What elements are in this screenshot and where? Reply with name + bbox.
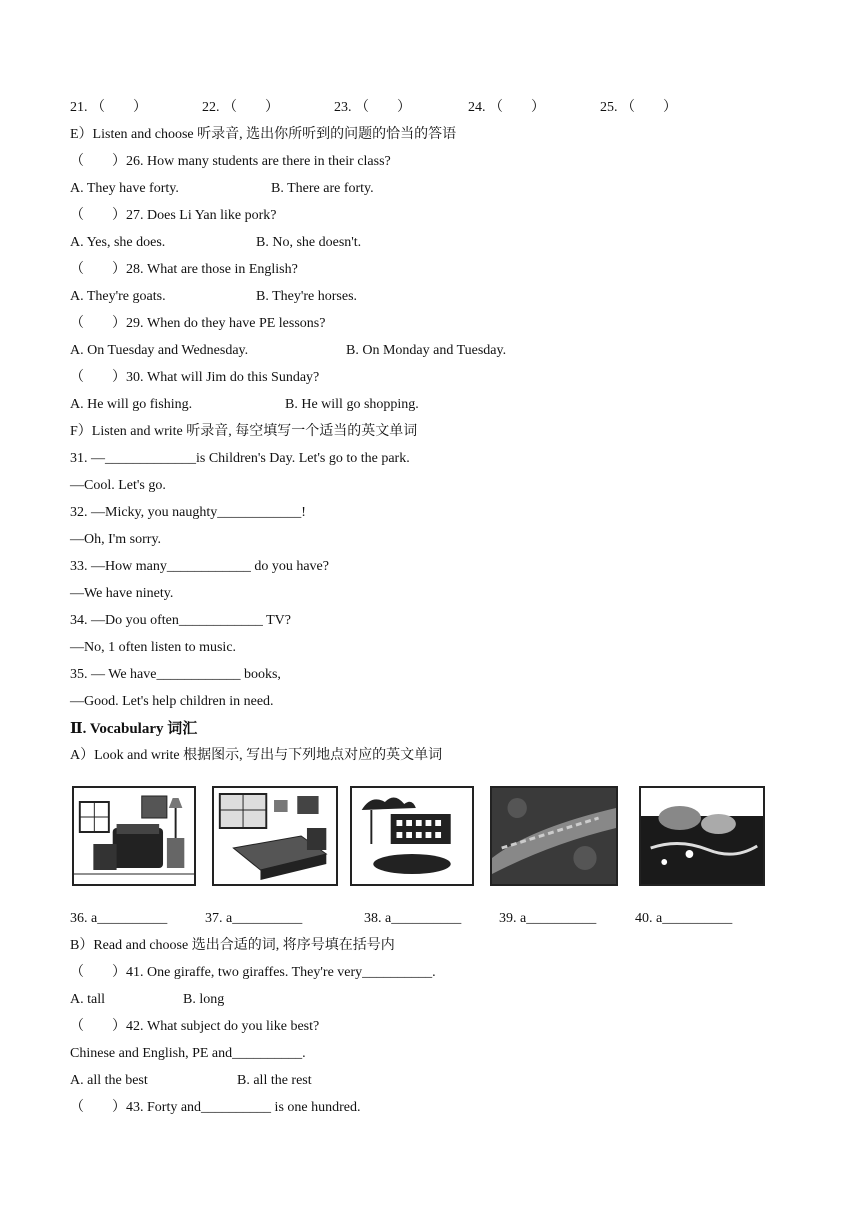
bedroom-picture: [212, 786, 338, 886]
school-picture: [350, 786, 474, 886]
park-picture: [639, 786, 765, 886]
answer-slot-25[interactable]: 25. （ ）: [600, 100, 677, 115]
item-32[interactable]: 32. —Micky, you naughty____________!: [70, 505, 306, 520]
option-29-a: A. On Tuesday and Wednesday.: [70, 343, 249, 358]
option-28-b: B. They're horses.: [256, 289, 358, 304]
blank-36[interactable]: 36. a__________: [70, 911, 168, 926]
option-26-a: A. They have forty.: [70, 181, 179, 196]
blank-40[interactable]: 40. a__________: [635, 911, 733, 926]
question-27[interactable]: （ ）27. Does Li Yan like pork?: [70, 208, 277, 223]
answer-slot-24[interactable]: 24. （ ）: [468, 100, 545, 115]
option-41-b: B. long: [183, 992, 225, 1007]
question-42[interactable]: （ ）42. What subject do you like best?: [70, 1019, 320, 1034]
option-41-a: A. tall: [70, 992, 105, 1007]
section-e-title: E）Listen and choose 听录音, 选出你所听到的问题的恰当的答语: [70, 127, 457, 142]
part-2-title: Ⅱ. Vocabulary 词汇: [70, 721, 198, 737]
item-33-reply: —We have ninety.: [70, 586, 174, 601]
option-30-a: A. He will go fishing.: [70, 397, 193, 412]
question-30[interactable]: （ ）30. What will Jim do this Sunday?: [70, 370, 320, 385]
answer-slot-22[interactable]: 22. （ ）: [202, 100, 279, 115]
answer-slot-21[interactable]: 21. （ ）: [70, 100, 147, 115]
option-27-a: A. Yes, she does.: [70, 235, 166, 250]
option-27-b: B. No, she doesn't.: [256, 235, 362, 250]
river-picture: [490, 786, 618, 886]
item-34-reply: —No, 1 often listen to music.: [70, 640, 237, 655]
item-31-reply: —Cool. Let's go.: [70, 478, 166, 493]
option-26-b: B. There are forty.: [271, 181, 374, 196]
question-28[interactable]: （ ）28. What are those in English?: [70, 262, 298, 277]
question-29[interactable]: （ ）29. When do they have PE lessons?: [70, 316, 326, 331]
section-2b-title: B）Read and choose 选出合适的词, 将序号填在括号内: [70, 938, 395, 953]
blank-37[interactable]: 37. a__________: [205, 911, 303, 926]
living-room-picture: [72, 786, 196, 886]
option-28-a: A. They're goats.: [70, 289, 166, 304]
item-33[interactable]: 33. —How many____________ do you have?: [70, 559, 329, 574]
item-35[interactable]: 35. — We have____________ books,: [70, 667, 281, 682]
question-26[interactable]: （ ）26. How many students are there in their class?: [70, 154, 391, 169]
question-42-stem: Chinese and English, PE and__________.: [70, 1046, 306, 1061]
option-30-b: B. He will go shopping.: [285, 397, 419, 412]
option-42-a: A. all the best: [70, 1073, 148, 1088]
item-35-reply: —Good. Let's help children in need.: [70, 694, 274, 709]
option-29-b: B. On Monday and Tuesday.: [346, 343, 507, 358]
item-34[interactable]: 34. —Do you often____________ TV?: [70, 613, 291, 628]
item-32-reply: —Oh, I'm sorry.: [70, 532, 162, 547]
item-31[interactable]: 31. —_____________is Children's Day. Let's go to the park.: [70, 451, 410, 466]
question-41[interactable]: （ ）41. One giraffe, two giraffes. They're very__________.: [70, 965, 436, 980]
section-f-title: F）Listen and write 听录音, 每空填写一个适当的英文单词: [70, 424, 418, 439]
answer-slot-23[interactable]: 23. （ ）: [334, 100, 411, 115]
section-2a-title: A）Look and write 根据图示, 写出与下列地点对应的英文单词: [70, 748, 443, 763]
blank-39[interactable]: 39. a__________: [499, 911, 597, 926]
blank-38[interactable]: 38. a__________: [364, 911, 462, 926]
option-42-b: B. all the rest: [237, 1073, 312, 1088]
question-43[interactable]: （ ）43. Forty and__________ is one hundred.: [70, 1100, 361, 1115]
